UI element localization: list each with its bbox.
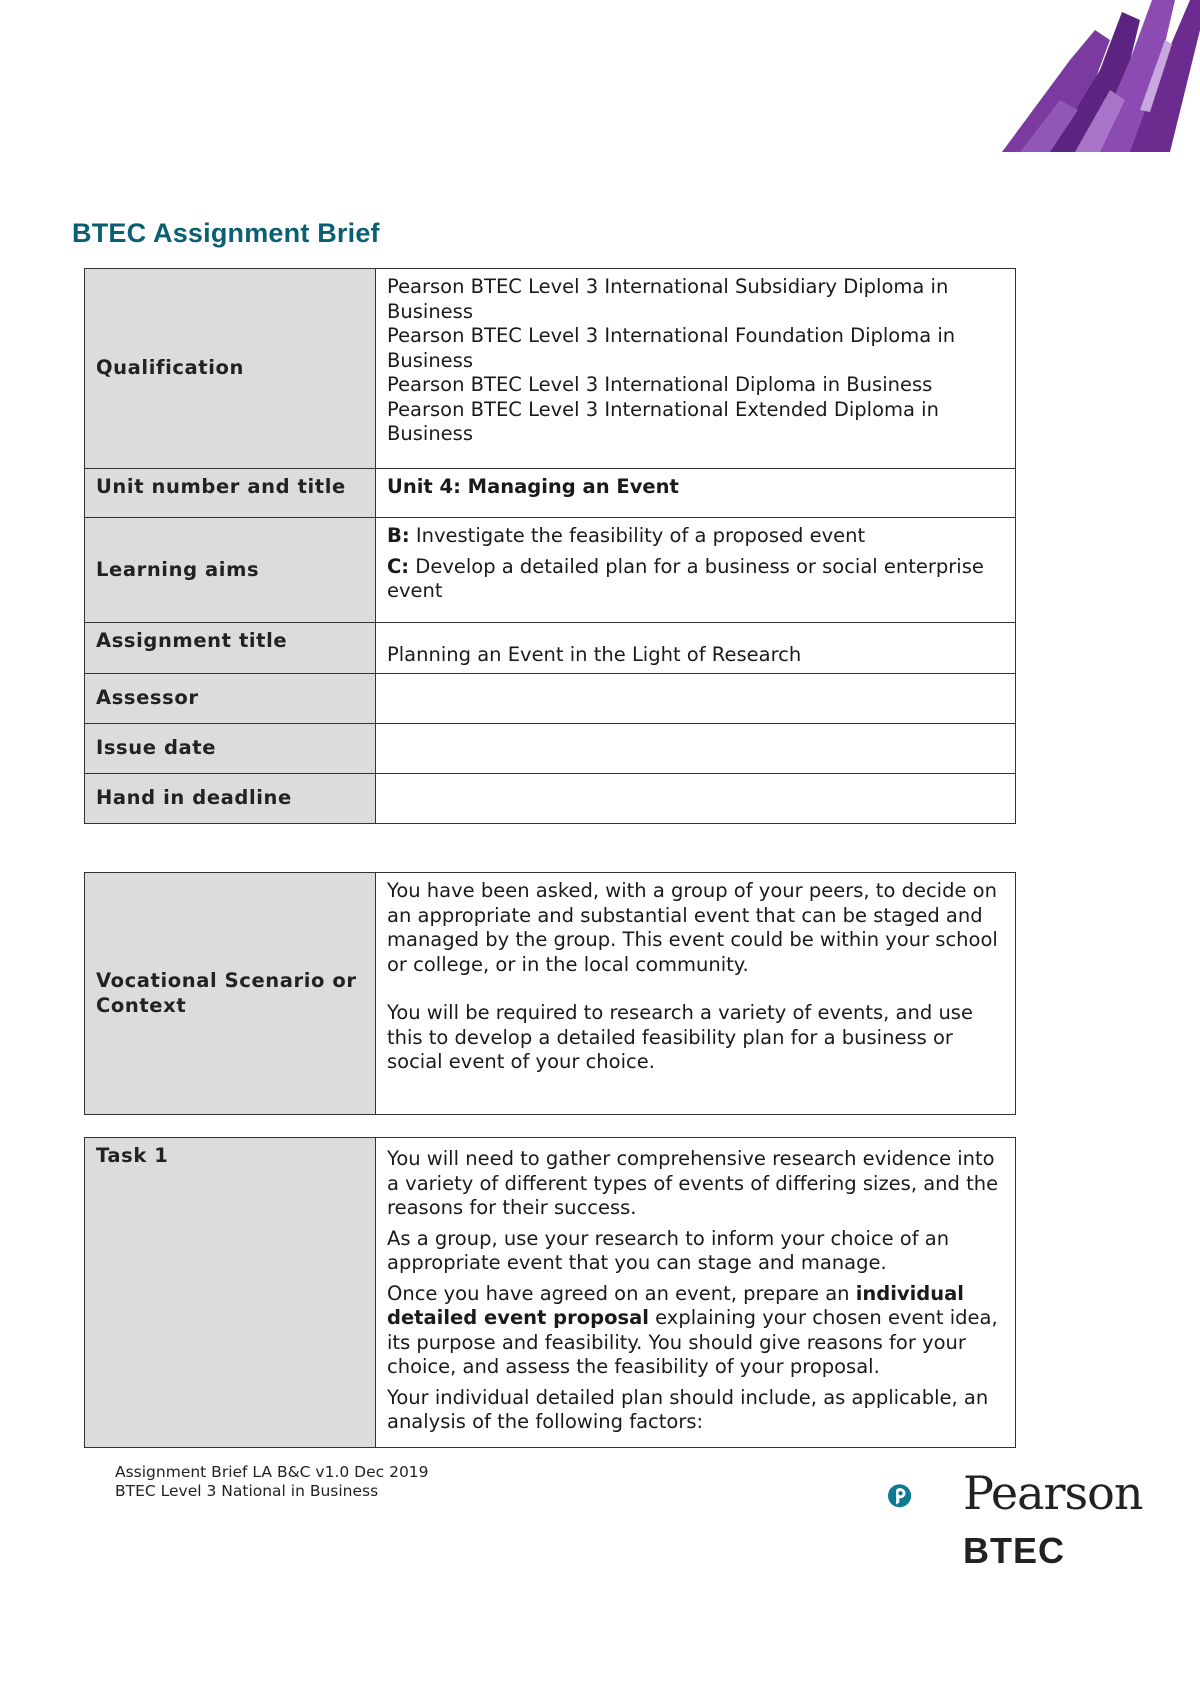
task1-paragraph: You will need to gather comprehensive research evidence into a variety of different types of events of differing sizes, and the reasons for their success. — [387, 1147, 999, 1219]
assignment-title-label: Assignment title — [85, 623, 376, 674]
deadline-label: Hand in deadline — [85, 774, 376, 824]
qualification-label: Qualification — [85, 269, 376, 469]
aim-b — [387, 524, 1004, 549]
pearson-logo-icon — [888, 1462, 963, 1542]
aim-c-key: C: — [387, 554, 410, 578]
aim-b-text: Investigate the feasibility of a proposed event — [409, 524, 866, 547]
table-row — [85, 623, 1016, 674]
unit-label: Unit number and title — [85, 469, 376, 518]
task1-emphasis: individual detailed event proposal — [387, 1281, 964, 1329]
table-row — [85, 774, 1016, 824]
learning-aims-label: Learning aims — [85, 518, 376, 623]
issue-date-label: Issue date — [85, 724, 376, 774]
qualification-line: Pearson BTEC Level 3 International Subsidiary Diploma in Business — [387, 275, 949, 323]
assignment-title-value: Planning an Event in the Light of Research — [376, 623, 1016, 674]
table-row — [85, 1138, 1016, 1448]
assessor-value — [376, 674, 1016, 724]
scenario-value — [376, 873, 1016, 1115]
footer-line: Assignment Brief LA B&C v1.0 Dec 2019 — [115, 1463, 429, 1481]
table-row — [85, 724, 1016, 774]
scenario-label: Vocational Scenario or Context — [85, 873, 376, 1115]
task1-text: explaining your chosen event idea, its purpose and feasibility. You should give reasons for your choice, and assess the feasibility of your proposal. — [387, 1306, 998, 1378]
task1-text: Once you have agreed on an event, prepare an — [387, 1281, 856, 1305]
task1-paragraph: As a group, use your research to inform your choice of an appropriate event that you can stage and manage. — [387, 1226, 950, 1274]
task1-paragraph: Your individual detailed plan should include, as applicable, an analysis of the following factors: — [387, 1385, 989, 1433]
footer — [115, 1463, 429, 1501]
corner-artwork — [990, 0, 1200, 158]
unit-value: Unit 4: Managing an Event — [376, 469, 1016, 518]
aim-c — [387, 555, 1004, 604]
page-title: BTEC Assignment Brief — [72, 218, 380, 248]
assessor-label: Assessor — [85, 674, 376, 724]
task1-table — [84, 1137, 1016, 1448]
scenario-paragraph: You will be required to research a variety of events, and use this to develop a detailed feasibility plan for a business or social event of your choice. — [387, 1001, 973, 1073]
table-row — [85, 674, 1016, 724]
issue-date-value — [376, 724, 1016, 774]
scenario-paragraph: You have been asked, with a group of your peers, to decide on an appropriate and substantial event that can be staged and managed by the group. This event could be within your school or college, or in the local community. — [387, 879, 998, 976]
task1-value — [376, 1138, 1016, 1448]
qualification-line: Pearson BTEC Level 3 International Extended Diploma in Business — [387, 397, 939, 445]
task1-label: Task 1 — [85, 1138, 376, 1448]
learning-aims-value — [376, 518, 1016, 623]
aim-c-text: Develop a detailed plan for a business or social enterprise event — [387, 554, 984, 602]
qualification-line: Pearson BTEC Level 3 International Foundation Diploma in Business — [387, 324, 956, 372]
aim-b-key: B: — [387, 524, 410, 547]
details-table — [84, 268, 1016, 824]
footer-line: BTEC Level 3 National in Business — [115, 1482, 379, 1500]
pearson-wordmark: Pearson — [963, 1466, 1143, 1520]
task1-paragraph — [387, 1282, 1004, 1380]
scenario-table — [84, 872, 1016, 1115]
table-row — [85, 469, 1016, 518]
table-row — [85, 269, 1016, 469]
table-row — [85, 873, 1016, 1115]
qualification-line: Pearson BTEC Level 3 International Diploma in Business — [387, 373, 933, 396]
deadline-value — [376, 774, 1016, 824]
table-row — [85, 518, 1016, 623]
btec-wordmark: BTEC — [963, 1530, 1065, 1571]
qualification-value — [376, 269, 1016, 469]
